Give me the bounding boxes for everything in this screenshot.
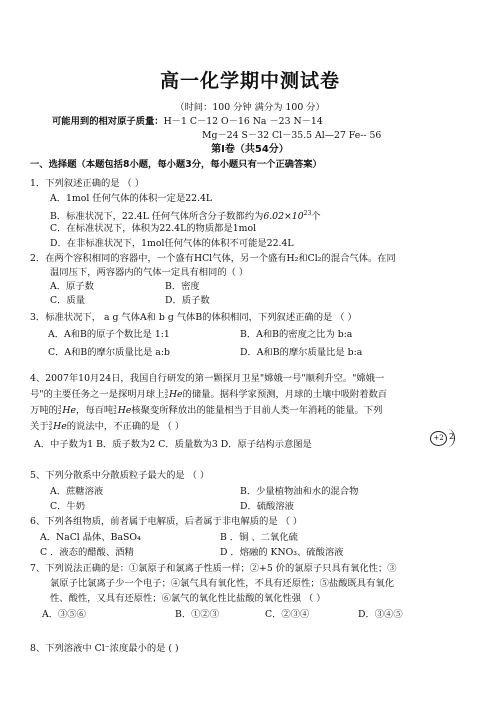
q2-stem-line-2: 温同压下，两容器内的气体一定具有相同的（ ）: [50, 267, 249, 278]
q6-option-d: D ．熔融的 KNO₃、硫酸溶液: [220, 547, 344, 558]
q5-stem: 5、下列分散系中分散质粒子最大的是 （ ）: [30, 470, 210, 481]
q2-option-a: A．原子数: [50, 281, 94, 292]
q6-stem: 6、下列各组物质，前者属于电解质，后者属于非电解质的是 （ ）: [30, 516, 303, 527]
q3-option-b: B．A和B的密度之比为 b:a: [240, 329, 353, 340]
q1-option-d: D．在非标准状况下，1mol任何气体的体积不可能是22.4L: [50, 238, 294, 249]
atomic-structure-diagram: [426, 428, 476, 448]
atomic-mass-values-2: Mg－24 S－32 Cl－35.5 Al—27 Fe-- 56: [202, 130, 382, 141]
q5-option-c: C．牛奶: [50, 501, 86, 512]
q7-line-1: 7、下列说法正确的是：①氯原子和氯离子性质一样；②+5 价的氯原子只具有氧化性；③: [30, 563, 397, 574]
q4-line-3: 万吨的3 2He，每百吨3 2He核聚变所释放出的能量相当于目前人类一年消耗的能量。下列: [30, 404, 383, 416]
isotope-notation: 3 2: [57, 404, 62, 416]
q3-option-d: D．A和B的摩尔质量比是 b:a: [240, 347, 363, 358]
q4-line-2-text-end: 的储量。据科学家预测，月球的土壤中吸附着数百: [182, 389, 388, 400]
isotope-notation: 3 2: [164, 388, 168, 400]
q5-option-b: B．少量植物油和水的混合物: [240, 486, 359, 497]
q1-stem: 1．下列叙述正确的是 （ ）: [30, 178, 145, 189]
q3-option-a: A．A和B的原子个数比是 1:1: [48, 329, 170, 340]
q4-options: A．中子数为1 B．质子数为2 C．质量数为3 D．原子结构示意图是: [34, 439, 312, 450]
q3-option-c: C．A和B的摩尔质量比是 a:b: [48, 347, 170, 358]
q8-stem: 8、下列溶液中 Cl⁻浓度最小的是 ( ): [30, 643, 179, 654]
q2-option-b: B．密度: [165, 281, 200, 292]
q6-option-a: A．NaCl 晶体、BaSO₄: [40, 532, 141, 543]
q7-option-d: D．③④⑤: [358, 609, 403, 620]
atomic-mass-label: 可能用到的相对原子质量：: [52, 116, 164, 127]
q6-option-c: C ．液态的醋酸、酒精: [40, 547, 134, 558]
q1-option-b-unit: 个: [311, 211, 321, 223]
volume-title: 第Ⅰ卷（共54分）: [211, 144, 289, 155]
atomic-mass-values-1: H－1 C－12 O－16 Na －23 N－14: [163, 116, 323, 127]
q2-option-d: D．质子数: [165, 295, 210, 306]
isotope-notation: 3 2: [48, 420, 53, 432]
page-title: 高一化学期中测试卷: [159, 70, 340, 92]
q5-option-a: A．蔗糖溶液: [50, 486, 104, 497]
q3-stem: 3．标准状况下， a g 气体A和 b g 气体B的体积相同，下列叙述正确的是 （ ）: [30, 312, 357, 323]
q7-option-b: B．①②③: [175, 609, 220, 620]
q7-line-3: 性、酸性，又具有还原性；⑥氯气的氧化性比盐酸的氧化性强 （ ）: [50, 593, 326, 604]
atomic-mass-line-1: [52, 116, 323, 128]
shell-electron-count: 2: [449, 432, 455, 441]
q4-line-2: 号"的主要任务之一是探明月球上3 2He的储量。据科学家预测，月球的土壤中吸附着数百: [30, 388, 388, 400]
isotope-notation: 3 2: [113, 404, 117, 416]
q1-option-c: C．在标准状况下，体积为22.4L的物质都是1mol: [50, 223, 257, 234]
q7-option-a: A．③⑤⑥: [42, 609, 86, 620]
q7-line-2: 氯原子比氯离子少一个电子；④氯气具有氧化性，不具有还原性；⑤盐酸既具有氧化: [50, 578, 394, 589]
q1-option-b-number: 6.02×10: [263, 211, 304, 223]
nucleus-circle: +2: [430, 431, 447, 446]
q5-option-d: D．硫酸溶液: [240, 501, 294, 512]
q1-option-a: A．1mol 任何气体的体积一定是22.4L: [50, 193, 213, 204]
q2-stem-line-1: 2．在两个容积相同的容器中，一个盛有HCl气体，另一个盛有H₂和Cl₂的混合气体。在同: [30, 253, 396, 264]
q4-line-4: 关于3 2He的说法中，不正确的是 （ ）: [30, 420, 185, 432]
q1-option-b-text: B．标准状况下，22.4L 任何气体所含分子数都约为: [50, 211, 264, 223]
exam-time-info: （时间：100 分钟 满分为 100 分）: [175, 102, 325, 113]
section-heading: 一、选择题（本题包括8小题，每小题3分，每小题只有一个正确答案）: [30, 159, 322, 170]
q6-option-b: B ．铜 、二氧化硫: [220, 532, 298, 543]
q7-option-c: C．②③④: [265, 609, 310, 620]
q4-line-1: 4、2007年10月24日，我国自行研发的第一颗探月卫星"嫦娥一号"顺利升空。"嫦娥一: [30, 373, 385, 384]
q2-option-c: C．质量: [50, 295, 86, 306]
q1-option-b: [50, 208, 321, 223]
q4-line-2-text: 号"的主要任务之一是探明月球上: [30, 389, 165, 400]
q1-option-b-exponent: 23: [303, 210, 312, 217]
